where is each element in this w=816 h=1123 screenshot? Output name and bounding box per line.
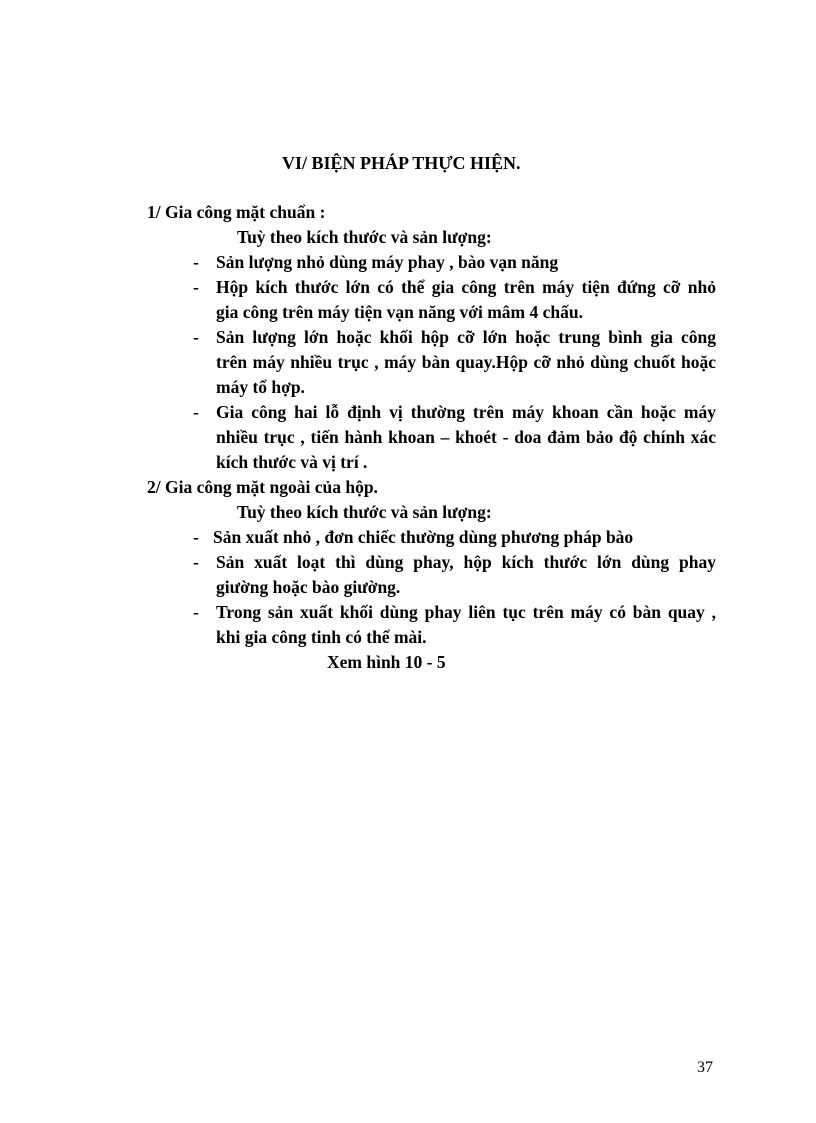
- bullet-dash: -: [193, 552, 199, 572]
- list-item-line: Sản xuất loạt thì dùng phay, hộp kích thước lớn dùng phay: [216, 552, 716, 572]
- list-item-line: máy tổ hợp.: [216, 377, 305, 397]
- section-2-intro: Tuỳ theo kích thước và sản lượng:: [237, 502, 492, 522]
- figure-reference: Xem hình 10 - 5: [327, 652, 446, 672]
- bullet-dash: -: [193, 402, 199, 422]
- list-item-line: nhiều trục , tiến hành khoan – khoét - doa đảm bảo độ chính xác: [216, 427, 716, 447]
- list-item-line: trên máy nhiều trục , máy bàn quay.Hộp cỡ nhỏ dùng chuốt hoặc: [216, 352, 716, 372]
- bullet-dash: -: [193, 327, 199, 347]
- bullet-dash: -: [193, 602, 199, 622]
- section-2-heading: 2/ Gia công mặt ngoài của hộp.: [147, 477, 378, 497]
- bullet-dash: -: [193, 527, 199, 547]
- list-item-line: giường hoặc bào giường.: [216, 577, 401, 597]
- list-item-line: kích thước và vị trí .: [216, 452, 368, 472]
- section-title: VI/ BIỆN PHÁP THỰC HIỆN.: [282, 153, 521, 173]
- list-item-line: Hộp kích thước lớn có thể gia công trên máy tiện đứng cỡ nhỏ: [216, 277, 716, 297]
- section-1-heading: 1/ Gia công mặt chuẩn :: [147, 202, 326, 222]
- section-1-intro: Tuỳ theo kích thước và sản lượng:: [237, 227, 492, 247]
- bullet-dash: -: [193, 252, 199, 272]
- list-item-line: Sản lượng lớn hoặc khối hộp cỡ lớn hoặc trung bình gia công: [216, 327, 716, 347]
- list-item-line: khi gia công tinh có thể mài.: [216, 627, 427, 647]
- list-item-line: gia công trên máy tiện vạn năng với mâm 4 chấu.: [216, 302, 583, 322]
- list-item-line: Gia công hai lỗ định vị thường trên máy khoan cần hoặc máy: [216, 402, 716, 422]
- page-number: 37: [697, 1059, 713, 1076]
- bullet-dash: -: [193, 277, 199, 297]
- list-item-line: Trong sản xuất khối dùng phay liên tục trên máy có bàn quay ,: [216, 602, 716, 622]
- list-item: Sản lượng nhỏ dùng máy phay , bào vạn năng: [216, 252, 559, 272]
- list-item: Sản xuất nhỏ , đơn chiếc thường dùng phương pháp bào: [213, 527, 634, 547]
